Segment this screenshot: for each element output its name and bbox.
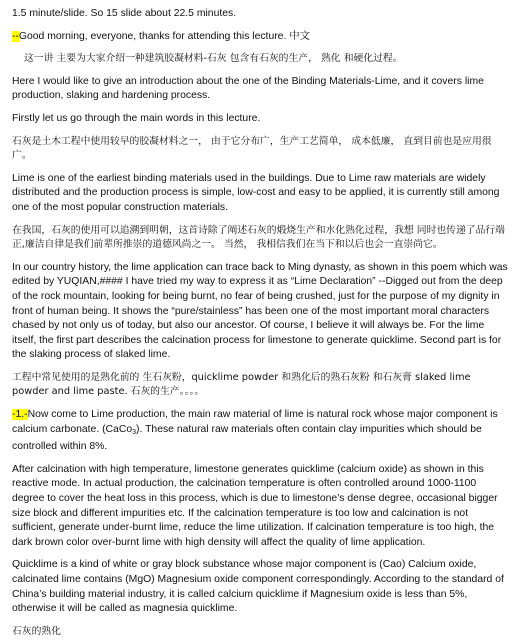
history-chinese: 在我国，石灰的使用可以追溯到明朝，这首诗除了阐述石灰的煅烧生产和水化熟化过程，我想 同时也传递了品行端正,廉洁自律是我们前辈所推崇的道德风尚之一。 当然， 我相信我们在当下和以后也会一直崇尚它。: [12, 224, 505, 251]
main-words-line: Firstly let us go through the main words in this lecture.: [12, 112, 261, 124]
lime-overview-english: Lime is one of the earliest binding materials used in the buildings. Due to Lime raw materials are widely distributed and the production process is simple, low-cost and easy to be applied, it is currently still among one of the most popular construction materials.: [12, 172, 500, 213]
slaking-heading-chinese: 石灰的熟化: [12, 625, 61, 637]
section-marker: -1.-: [12, 409, 28, 421]
production-text-b: ). These natural raw materials often contain clay impurities which should be controlled within 8%.: [12, 423, 482, 453]
highlight-marker: --: [12, 30, 19, 42]
subscript-3: 3: [132, 428, 137, 436]
lime-overview-chinese: 石灰是土木工程中使用较早的胶凝材料之一， 由于它分布广，生产工艺简单， 成本低廉， 直到目前也是应用很广。: [12, 135, 492, 162]
timing-note: 1.5 minute/slide. So 15 slide about 22.5 minutes.: [12, 8, 237, 19]
greeting-text: Good morning, everyone, thanks for attending this lecture. 中文: [18, 30, 311, 42]
history-english: In our country history, the lime application can trace back to Ming dynasty, as shown in this poem which was edited by YUQIAN,#### I have tried my way to express it as “Lime Declaration” --Digged out from the deep of the rock mountain, looking for being burnt, no fear of being crushed, just for the purpose of my dignity in front of human being. It shows the “pure/stainless” has been one of the most important moral characters chased by not only us of today, but also our ancestor. Of course, I believe it will always be. For the lime itself, the first part describes the calcination process for limestone to generate quicklime. Second part is for the slaking process of slaked lime.: [12, 261, 508, 361]
production-text-a: Now come to Lime production, the main raw material of lime is natural rock whose major component is calcium carbonate. (CaCo: [12, 409, 498, 435]
quicklime-paragraph: Quicklime is a kind of white or gray block substance whose major component is (Cao) Calcium oxide, calcinated lime contains (MgO) Magnesium oxide component correspondingly. According to the standard of China’s building material industry, it is called calcium quicklime if Magnesium oxide is less than 5%, otherwise it will be called as magnesia quicklime.: [12, 559, 504, 615]
greeting-line: [12, 30, 509, 45]
calcination-paragraph: After calcination with high temperature, limestone generates quicklime (calcium oxide) as shown in this reactive mode. In actual production, the calcination temperature is often controlled around 1000-1100 degree to cover the heat loss in this process, which is due to limestone’s dense degree, occasional bigger size block and different impurities etc. If the calcination temperature is too low and calcination is not sufficient, generate under-burnt lime, reduce the lime utilization. If calcination temperature is too high, the dark brown color over-burnt lime with high density will affect the quality of lime application.: [12, 463, 498, 548]
terms-mixed: 工程中常见使用的是熟化前的 生石灰粉，quicklime powder 和熟化后的熟石灰粉 和石灰膏 slaked lime powder and lime paste. 石灰的生产。。。。: [12, 371, 471, 398]
production-paragraph: [12, 408, 509, 455]
intro-english: Here I would like to give an introduction about the one of the Binding Materials-Lime, and it covers lime production, slaking and hardening process.: [12, 75, 484, 102]
intro-chinese: 这一讲 主要为大家介绍一种建筑胶凝材料-石灰 包含有石灰的生产， 熟化 和硬化过程。: [24, 53, 403, 65]
